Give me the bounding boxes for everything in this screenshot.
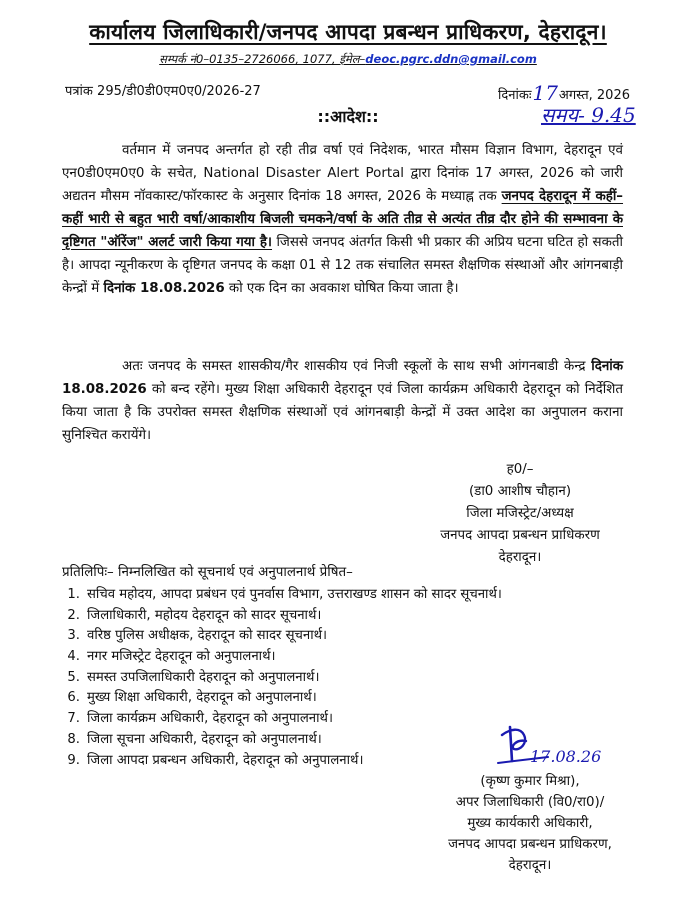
paragraph-1-text-b: जिससे जनपद अंतर्गत किसी भी प्रकार की अप्रिय घटना घटित हो सकती है। आपदा न्यूनीकरण के दृष्टिगत जनपद के कक्षा 01 से 12 तक संचालित समस्त शैक्षणिक संस्थाओं और आंगनबाड़ी केन्द्रों में <box>62 235 623 296</box>
list-item: 5. समस्त उपजिलाधिकारी देहरादून को अनुपालनार्थ। <box>67 669 320 685</box>
date-label: दिनांकः <box>498 88 532 103</box>
adm-signature <box>430 771 630 876</box>
paragraph-2-text-a: अतः जनपद के समस्त शासकीय/गैर शासकीय एवं निजी स्कूलों के साथ सभी आंगनबाडी केन्द्र <box>122 359 592 374</box>
order-paragraph-2 <box>62 355 623 447</box>
order-heading: ::आदेश:: <box>317 107 379 126</box>
district-magistrate-signature <box>420 459 620 569</box>
date-month-year: अगस्त, 2026 <box>558 88 630 103</box>
list-item: 7. जिला कार्यक्रम अधिकारी, देहरादून को अनुपालनार्थ। <box>67 711 333 727</box>
holiday-date: दिनांक 18.08.2026 <box>103 281 225 296</box>
copy-to-header: प्रतिलिपिः– निम्नलिखित को सूचनार्थ एवं अनुपालनार्थ प्रेषित– <box>62 565 353 580</box>
paragraph-1-text-a: वर्तमान में जनपद अन्तर्गत हो रही तीव्र वर्षा एवं निदेशक, भारत मौसम विज्ञान विभाग, देहरादून एवं एन0डी0एम0ए0 के सचेत, National Disaster Alert Portal द्वारा दिनांक 17 अगस्त, 2026 को जारी अद्यतन मौसम नॉवकास्ट/फॉरकास्ट के अनुसार दिनांक 18 अगस्त, 2026 के मध्याह्न तक <box>62 143 623 204</box>
adm-designation-1: अपर जिलाधिकारी (वि0/रा0)/ <box>455 795 605 810</box>
signatory-authority: जनपद आपदा प्रबन्धन प्राधिकरण <box>440 528 600 543</box>
adm-authority: जनपद आपदा प्रबन्धन प्राधिकरण, <box>448 837 612 852</box>
office-title: कार्यालय जिलाधिकारी/जनपद आपदा प्रबन्धन प्राधिकरण, देहरादून। <box>89 20 607 44</box>
orange-alert-highlight: जनपद देहरादून में कहीं–कहीं भारी से बहुत भारी वर्षा/आकाशीय बिजली चमकने/वर्षा के अति तीव्र से अत्यंत तीव्र दौर होने की सम्भावना के दृष्टिगत "ऑरेंज" अलर्ट जारी किया गया है। <box>62 189 624 250</box>
list-item: 3. वरिष्ठ पुलिस अधीक्षक, देहरादून को सादर सूचनार्थ। <box>67 628 328 644</box>
adm-name: (कृष्ण कुमार मिश्रा), <box>480 774 580 789</box>
list-item: 6. मुख्य शिक्षा अधिकारी, देहरादून को अनुपालनार्थ। <box>67 690 317 706</box>
list-item: 4. नगर मजिस्ट्रेट देहरादून को अनुपालनार्थ। <box>67 649 276 665</box>
adm-designation-2: मुख्य कार्यकारी अधिकारी, <box>467 816 593 831</box>
handwritten-sign-date: 17.08.26 <box>530 747 602 766</box>
closure-date: दिनांक 18.08.2026 <box>62 359 623 397</box>
order-paragraph-1 <box>62 139 623 300</box>
handwritten-time: समय- 9.45 <box>541 103 636 127</box>
contact-numbers: सम्पर्क नं0–0135–2726066, 1077, ईमेल– <box>159 52 366 66</box>
contact-line <box>0 52 696 67</box>
list-item: 8. जिला सूचना अधिकारी, देहरादून को अनुपालनार्थ। <box>67 731 322 747</box>
list-item: 9. जिला आपदा प्रबन्धन अधिकारी, देहरादून को अनुपालनार्थ। <box>67 752 364 768</box>
signatory-place: देहरादून। <box>498 550 542 565</box>
reference-number: पत्रांक 295/डी0डी0एम0ए0/2026-27 <box>65 84 261 99</box>
adm-place: देहरादून। <box>508 858 552 873</box>
signatory-name: (डा0 आशीष चौहान) <box>468 484 572 499</box>
handwritten-initials <box>490 721 602 766</box>
list-item: 2. जिलाधिकारी, महोदय देहरादून को सादर सूचनार्थ। <box>67 607 322 623</box>
handwritten-day: 17 <box>532 81 558 105</box>
email-link[interactable]: deoc.pgrc.ddn@gmail.com <box>365 52 537 66</box>
list-item: 1. सचिव महोदय, आपदा प्रबंधन एवं पुनर्वास विभाग, उत्तराखण्ड शासन को सादर सूचनार्थ। <box>67 587 502 602</box>
paragraph-1-text-c: को एक दिन का अवकाश घोषित किया जाता है। <box>224 281 459 296</box>
signatory-designation: जिला मजिस्ट्रेट/अध्यक्ष <box>466 506 574 521</box>
paragraph-2-text-b: को बन्द रहेंगे। मुख्य शिक्षा अधिकारी देहरादून एवं जिला कार्यक्रम अधिकारी देहरादून को निर्देशित किया जाता है कि उपरोक्त समस्त शैक्षणिक संस्थाओं एवं आंगनबाड़ी केन्द्रों में उक्त आदेश का अनुपालन कराना सुनिश्चित करायेंगे। <box>62 382 623 443</box>
signed-mark: ह0/– <box>506 462 534 477</box>
copy-to-list <box>60 585 502 771</box>
